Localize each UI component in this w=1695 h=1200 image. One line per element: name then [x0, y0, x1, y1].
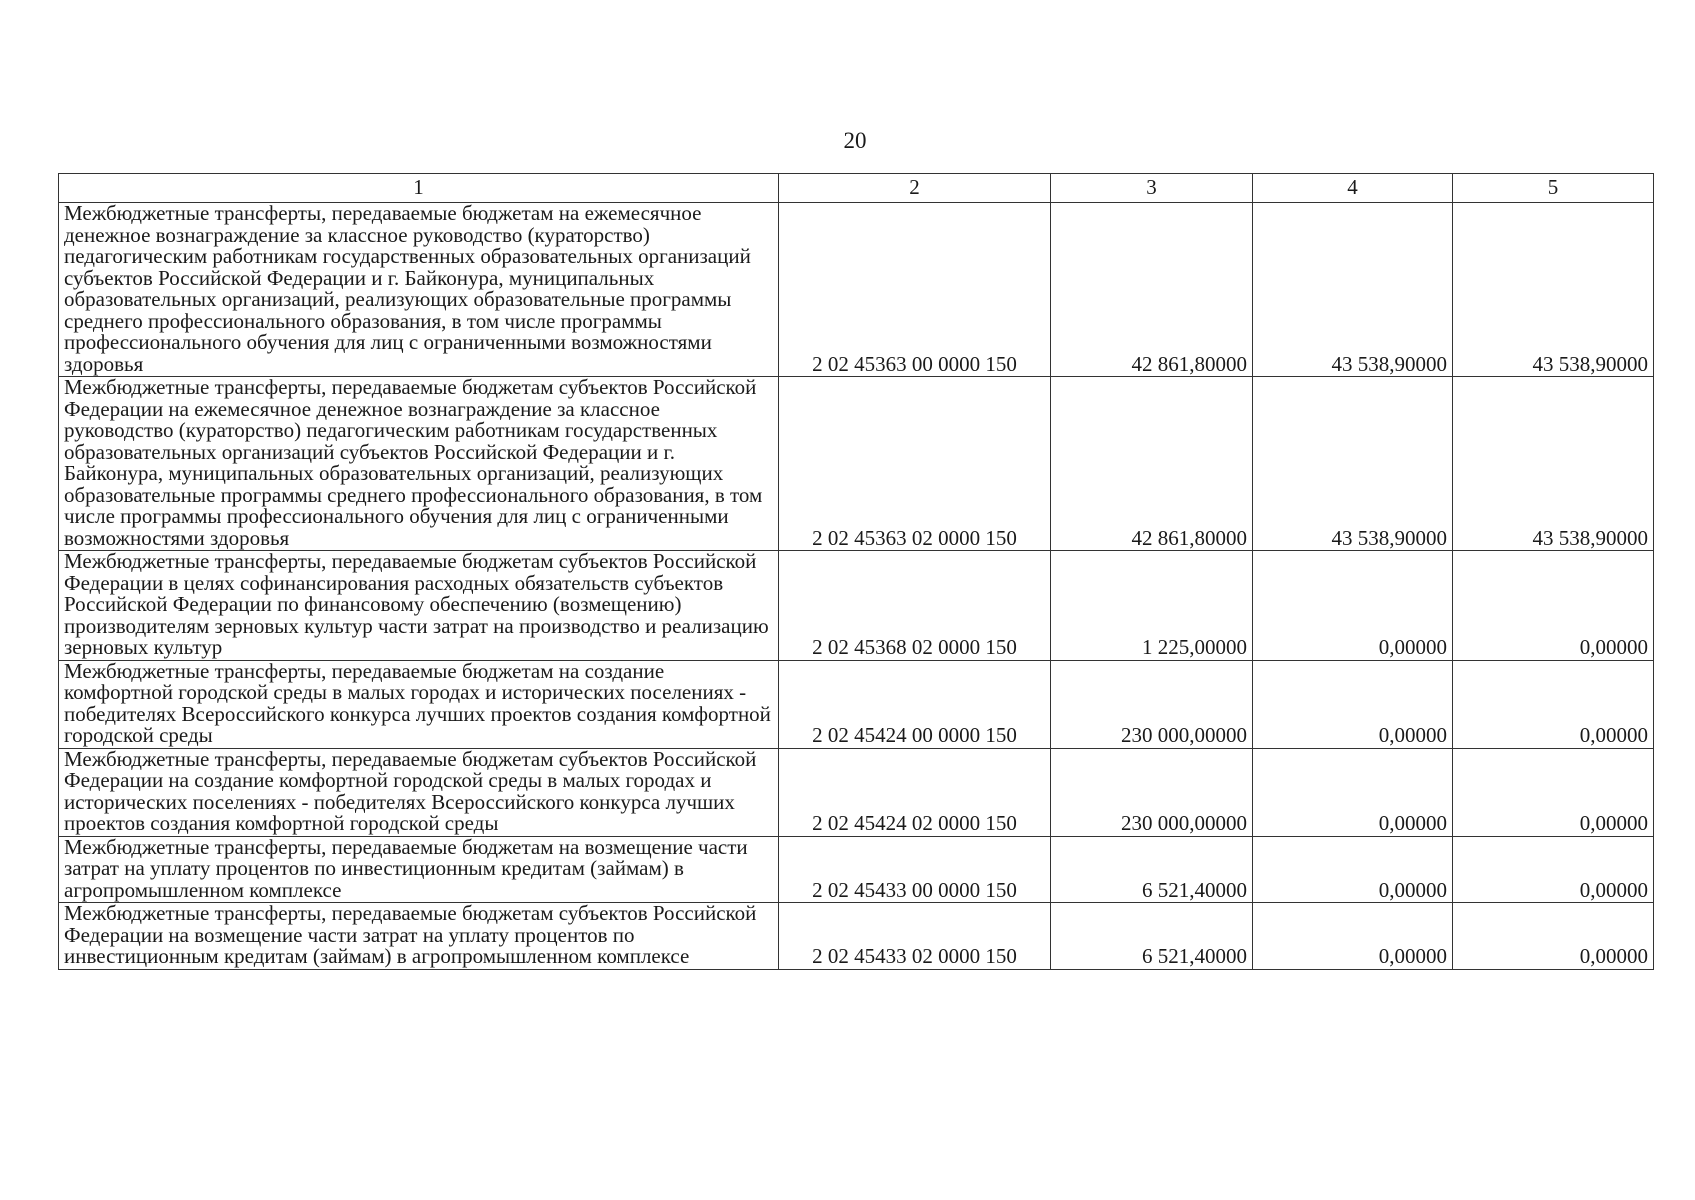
amount-column-3: 230 000,00000 [1051, 660, 1253, 748]
table-row [59, 748, 1654, 836]
table-row [59, 203, 1654, 377]
row-description: Межбюджетные трансферты, передаваемые бюджетам субъектов Российской Федерации на возмещение части затрат на уплату процентов по инвестиционным кредитам (займам) в агропромышленном комплексе [59, 903, 779, 970]
budget-classification-code: 2 02 45424 02 0000 150 [779, 748, 1051, 836]
page-number: 20 [843, 128, 867, 153]
column-header-1: 1 [59, 174, 779, 203]
amount-column-4: 43 538,90000 [1253, 377, 1453, 551]
amount-column-4: 0,00000 [1253, 748, 1453, 836]
budget-classification-code: 2 02 45363 02 0000 150 [779, 377, 1051, 551]
amount-column-4: 0,00000 [1253, 551, 1453, 661]
table-row [59, 836, 1654, 903]
amount-column-3: 42 861,80000 [1051, 203, 1253, 377]
row-description: Межбюджетные трансферты, передаваемые бюджетам субъектов Российской Федерации на ежемесячное денежное вознаграждение за классное руководство (кураторство) педагогическим работникам государственных образовательных организаций субъектов Российской Федерации и г. Байконура, муниципальных образовательных организаций, реализующих образовательные программы среднего профессионального образования, в том числе программы профессионального обучения для лиц с ограниченными возможностями здоровья [59, 377, 779, 551]
budget-classification-code: 2 02 45433 00 0000 150 [779, 836, 1051, 903]
amount-column-4: 0,00000 [1253, 836, 1453, 903]
amount-column-3: 230 000,00000 [1051, 748, 1253, 836]
budget-classification-code: 2 02 45424 00 0000 150 [779, 660, 1051, 748]
amount-column-5: 43 538,90000 [1453, 203, 1654, 377]
row-description: Межбюджетные трансферты, передаваемые бюджетам субъектов Российской Федерации на создание комфортной городской среды в малых городах и исторических поселениях - победителях Всероссийского конкурса лучших проектов создания комфортной городской среды [59, 748, 779, 836]
amount-column-4: 0,00000 [1253, 903, 1453, 970]
amount-column-5: 0,00000 [1453, 903, 1654, 970]
amount-column-5: 0,00000 [1453, 836, 1654, 903]
row-description: Межбюджетные трансферты, передаваемые бюджетам на создание комфортной городской среды в малых городах и исторических поселениях - победителях Всероссийского конкурса лучших проектов создания комфортной городской среды [59, 660, 779, 748]
row-description: Межбюджетные трансферты, передаваемые бюджетам на возмещение части затрат на уплату процентов по инвестиционным кредитам (займам) в агропромышленном комплексе [59, 836, 779, 903]
amount-column-5: 43 538,90000 [1453, 377, 1654, 551]
column-header-5: 5 [1453, 174, 1654, 203]
column-header-2: 2 [779, 174, 1051, 203]
amount-column-5: 0,00000 [1453, 748, 1654, 836]
table-row [59, 660, 1654, 748]
column-header-3: 3 [1051, 174, 1253, 203]
amount-column-3: 1 225,00000 [1051, 551, 1253, 661]
column-header-4: 4 [1253, 174, 1453, 203]
amount-column-5: 0,00000 [1453, 660, 1654, 748]
amount-column-3: 6 521,40000 [1051, 903, 1253, 970]
amount-column-5: 0,00000 [1453, 551, 1654, 661]
budget-table [58, 173, 1654, 970]
amount-column-4: 43 538,90000 [1253, 203, 1453, 377]
table-row [59, 903, 1654, 970]
budget-classification-code: 2 02 45363 00 0000 150 [779, 203, 1051, 377]
budget-classification-code: 2 02 45433 02 0000 150 [779, 903, 1051, 970]
table-row [59, 551, 1654, 661]
amount-column-4: 0,00000 [1253, 660, 1453, 748]
budget-classification-code: 2 02 45368 02 0000 150 [779, 551, 1051, 661]
table-row [59, 377, 1654, 551]
header-row [59, 174, 1654, 203]
row-description: Межбюджетные трансферты, передаваемые бюджетам субъектов Российской Федерации в целях софинансирования расходных обязательств субъектов Российской Федерации по финансовому обеспечению (возмещению) производителям зерновых культур части затрат на производство и реализацию зерновых культур [59, 551, 779, 661]
row-description: Межбюджетные трансферты, передаваемые бюджетам на ежемесячное денежное вознаграждение за классное руководство (кураторство) педагогическим работникам государственных образовательных организаций субъектов Российской Федерации и г. Байконура, муниципальных образовательных организаций, реализующих образовательные программы среднего профессионального образования, в том числе программы профессионального обучения для лиц с ограниченными возможностями здоровья [59, 203, 779, 377]
amount-column-3: 6 521,40000 [1051, 836, 1253, 903]
amount-column-3: 42 861,80000 [1051, 377, 1253, 551]
